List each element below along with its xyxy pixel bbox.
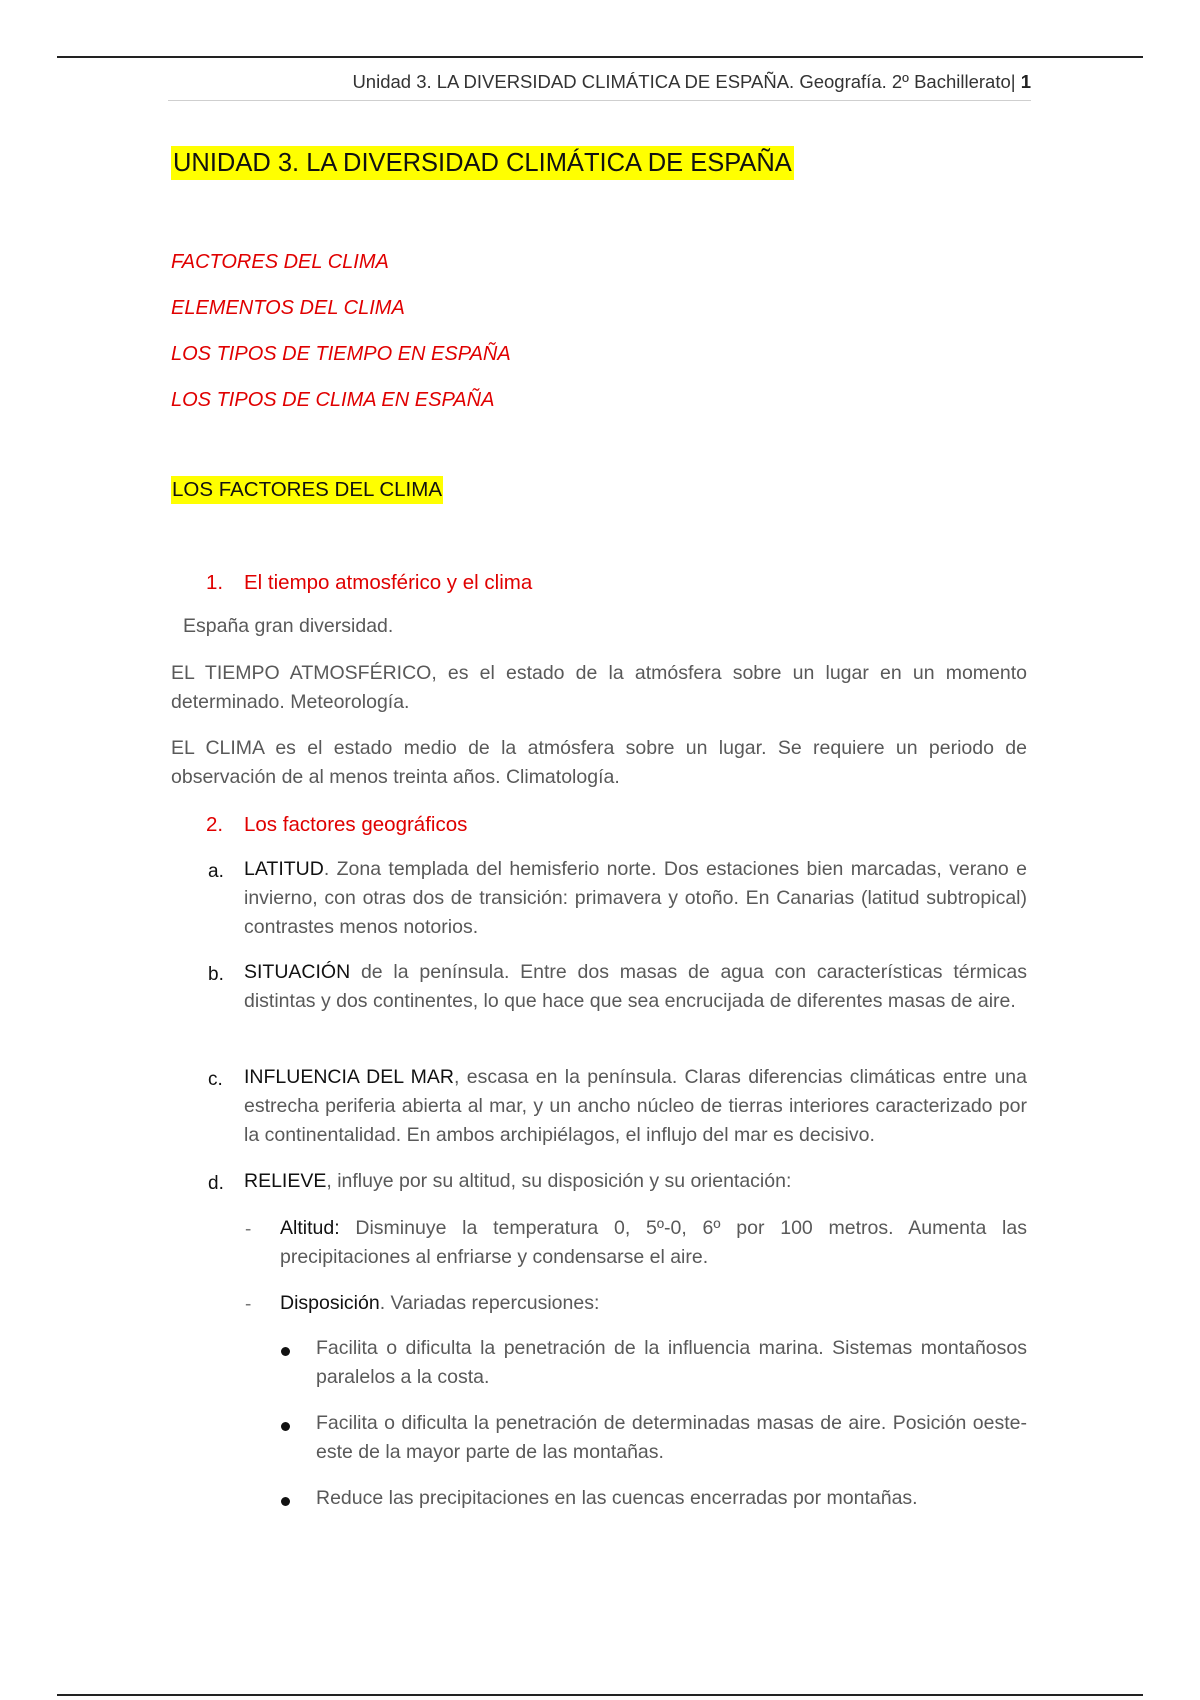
factor-influencia-text: , escasa en la península. Claras diferencias climáticas entre una estrecha periferia abierta al mar, y un ancho núcleo de tierras interiores caracterizado por la continentalidad. En ambos archipiélagos, el influjo del mar es decisivo. (244, 1066, 1027, 1146)
top-rule (57, 56, 1143, 58)
unit-title: UNIDAD 3. LA DIVERSIDAD CLIMÁTICA DE ESPAÑA (171, 146, 794, 180)
factor-a-letter: a. (208, 861, 224, 882)
factor-b-letter: b. (208, 964, 224, 985)
heading-2-text: Los factores geográficos (244, 813, 468, 836)
factor-relieve (244, 1167, 1027, 1196)
factor-latitud-text: . Zona templada del hemisferio norte. Dos estaciones bien marcadas, verano e invierno, con otras dos de transición: primavera y otoño. En Canarias (latitud subtropical) contrastes menos notorios. (244, 858, 1027, 938)
factor-situacion-text: de la península. Entre dos masas de agua con características térmicas distintas y dos continentes, lo que hace que sea encrucijada de diferentes masas de aire. (244, 961, 1027, 1012)
header-text: Unidad 3. LA DIVERSIDAD CLIMÁTICA DE ESPAÑA. Geografía. 2º Bachillerato (352, 71, 1011, 92)
page-header (168, 70, 1031, 101)
bullet-dot (281, 1497, 290, 1506)
page-number: 1 (1020, 71, 1031, 92)
intro-paragraph: España gran diversidad. (183, 615, 394, 637)
heading-2-number: 2. (206, 813, 224, 836)
disposicion-text: . Variadas repercusiones: (379, 1292, 600, 1314)
relieve-dash-altitud: - (245, 1219, 252, 1240)
relieve-disposicion (280, 1289, 1027, 1318)
heading-1-text: El tiempo atmosférico y el clima (244, 571, 533, 594)
toc-item-elementos: ELEMENTOS DEL CLIMA (171, 297, 405, 319)
heading-2 (206, 812, 467, 838)
factor-relieve-text: , influye por su altitud, su disposición y su orientación: (326, 1170, 792, 1192)
bullet-cuencas: Reduce las precipitaciones en las cuencas encerradas por montañas. (316, 1487, 918, 1509)
factor-situacion-term: SITUACIÓN (244, 961, 351, 983)
relieve-dash-disposicion: - (245, 1294, 252, 1315)
bullet-dot (281, 1422, 290, 1431)
disposicion-term: Disposición (280, 1292, 380, 1314)
altitud-text: Disminuye la temperatura 0, 5º-0, 6º por 100 metros. Aumenta las precipitaciones al enfriarse y condensarse el aire. (280, 1217, 1027, 1268)
factor-relieve-term: RELIEVE (244, 1170, 327, 1192)
factor-influencia-mar (244, 1063, 1027, 1150)
factor-latitud-term: LATITUD (244, 858, 324, 880)
bottom-rule (57, 1694, 1143, 1696)
factor-latitud (244, 855, 1027, 942)
toc-item-tipos-clima: LOS TIPOS DE CLIMA EN ESPAÑA (171, 389, 495, 411)
heading-1 (206, 570, 532, 596)
section-title: LOS FACTORES DEL CLIMA (171, 476, 443, 504)
bullet-masas-aire: Facilita o dificulta la penetración de determinadas masas de aire. Posición oeste-este de la mayor parte de las montañas. (316, 1412, 1027, 1463)
tiempo-paragraph: EL TIEMPO ATMOSFÉRICO, es el estado de la atmósfera sobre un lugar en un momento determinado. Meteorología. (171, 662, 1027, 713)
clima-paragraph: EL CLIMA es el estado medio de la atmósfera sobre un lugar. Se requiere un periodo de observación de al menos treinta años. Climatología. (171, 737, 1027, 788)
factor-influencia-term: INFLUENCIA DEL MAR (244, 1066, 454, 1088)
factor-situacion (244, 958, 1027, 1016)
relieve-altitud (280, 1214, 1027, 1272)
factor-d-letter: d. (208, 1173, 224, 1194)
header-separator: | (1010, 71, 1016, 92)
factor-c-letter: c. (208, 1069, 223, 1090)
heading-1-number: 1. (206, 571, 224, 594)
bullet-influencia-marina: Facilita o dificulta la penetración de la influencia marina. Sistemas montañosos paralelos a la costa. (316, 1337, 1027, 1388)
bullet-dot (281, 1347, 290, 1356)
toc-item-tipos-tiempo: LOS TIPOS DE TIEMPO EN ESPAÑA (171, 343, 511, 365)
altitud-term: Altitud: (280, 1217, 340, 1239)
toc-item-factores: FACTORES DEL CLIMA (171, 251, 389, 273)
